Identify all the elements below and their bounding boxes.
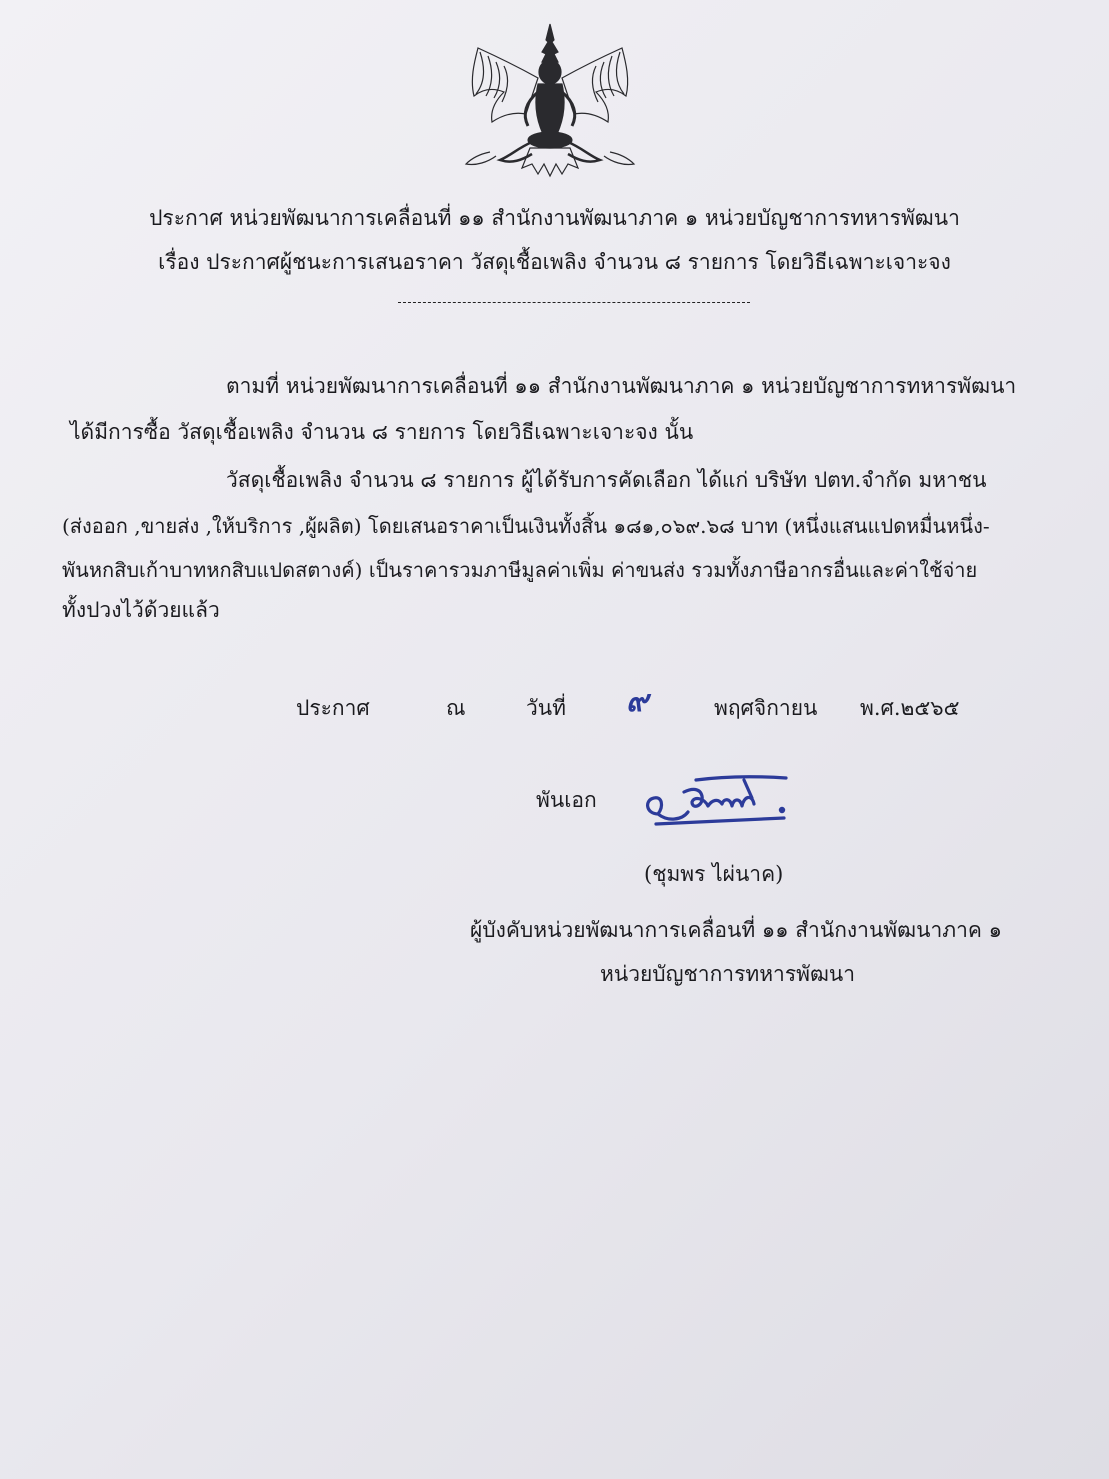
year-label: พ.ศ.๒๕๖๕ bbox=[860, 696, 960, 720]
paragraph-2-line-3: พันหกสิบเก้าบาทหกสิบแปดสตางค์) เป็นราคารวมภาษีมูลค่าเพิ่ม ค่าขนส่ง รวมทั้งภาษีอากรอื่นและค่าใช้จ่าย bbox=[62, 558, 978, 582]
paragraph-1-line-1: ตามที่ หน่วยพัฒนาการเคลื่อนที่ ๑๑ สำนักงานพัฒนาภาค ๑ หน่วยบัญชาการทหารพัฒนา bbox=[226, 374, 1017, 398]
signatory-position-line-1: ผู้บังคับหน่วยพัฒนาการเคลื่อนที่ ๑๑ สำนักงานพัฒนาภาค ๑ bbox=[470, 918, 1002, 942]
announcement-subject: เรื่อง ประกาศผู้ชนะการเสนอราคา วัสดุเชื้อเพลิง จำนวน ๘ รายการ โดยวิธีเฉพาะเจาะจง bbox=[158, 250, 951, 274]
paragraph-2-line-1: วัสดุเชื้อเพลิง จำนวน ๘ รายการ ผู้ได้รับการคัดเลือก ได้แก่ บริษัท ปตท.จำกัด มหาชน bbox=[226, 468, 987, 492]
signature-rank: พันเอก bbox=[536, 788, 597, 812]
paragraph-2-line-4: ทั้งปวงไว้ด้วยแล้ว bbox=[62, 598, 220, 622]
month-label: พฤศจิกายน bbox=[714, 696, 818, 720]
handwritten-signature bbox=[636, 770, 796, 834]
paragraph-1-line-2: ได้มีการซื้อ วัสดุเชื้อเพลิง จำนวน ๘ รายการ โดยวิธีเฉพาะเจาะจง นั้น bbox=[70, 420, 694, 444]
announce-label: ประกาศ bbox=[296, 696, 370, 720]
day-label: วันที่ bbox=[526, 696, 566, 720]
paragraph-2-line-2: (ส่งออก ,ขายส่ง ,ให้บริการ ,ผู้ผลิต) โดยเสนอราคาเป็นเงินทั้งสิ้น ๑๘๑,๐๖๙.๖๘ บาท (หนึ่งแสนแปดหมื่นหนึ่ง- bbox=[62, 514, 990, 538]
signatory-position-line-2: หน่วยบัญชาการทหารพัฒนา bbox=[600, 962, 856, 986]
separator-line bbox=[398, 302, 750, 303]
at-label: ณ bbox=[446, 696, 466, 720]
garuda-emblem-icon bbox=[460, 18, 640, 178]
announcement-title: ประกาศ หน่วยพัฒนาการเคลื่อนที่ ๑๑ สำนักงานพัฒนาภาค ๑ หน่วยบัญชาการทหารพัฒนา bbox=[149, 206, 960, 230]
signatory-name: (ชุมพร ไผ่นาค) bbox=[644, 862, 784, 886]
day-value-handwritten: ๙ bbox=[626, 684, 648, 719]
